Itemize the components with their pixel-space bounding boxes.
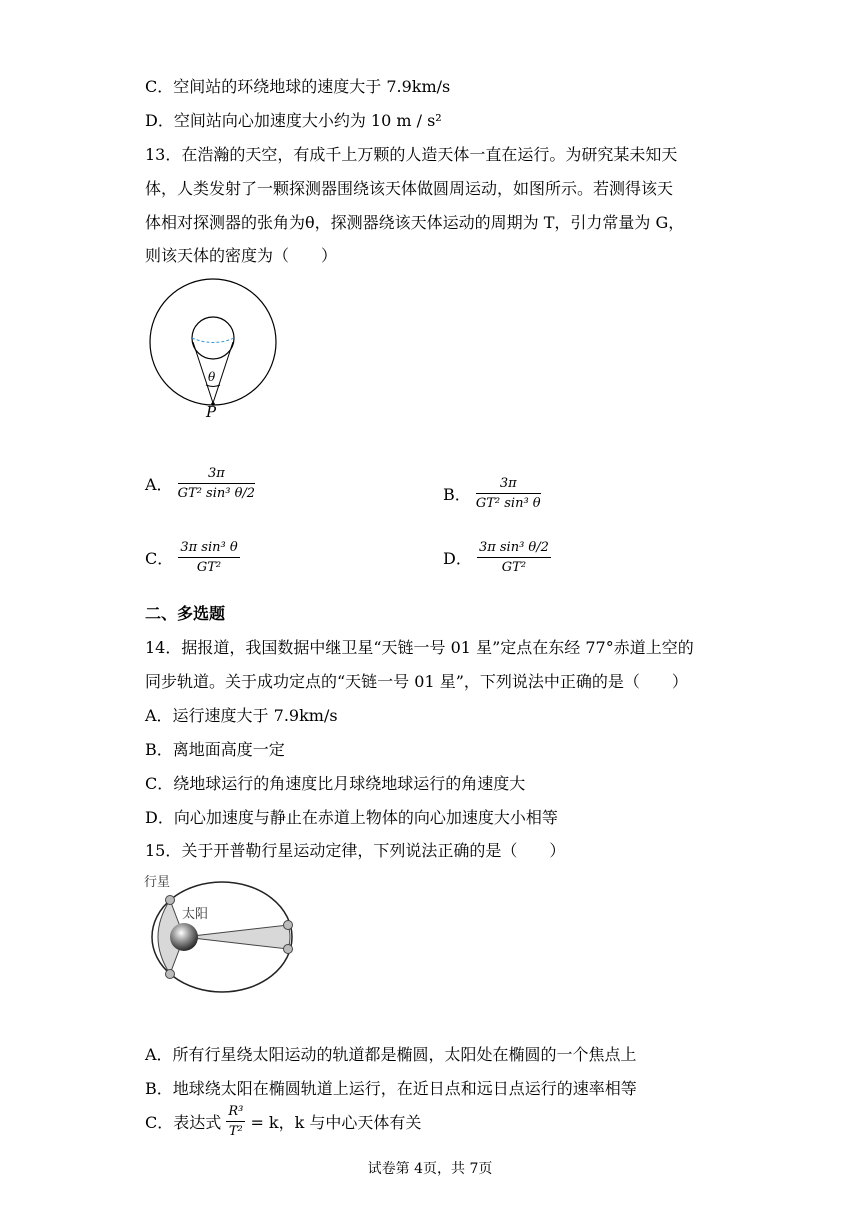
kepler-ratio-numerator: R³	[226, 1104, 245, 1122]
sun-sphere	[170, 923, 198, 951]
q14-option-b: B．离地面高度一定	[145, 740, 285, 759]
option-a-numerator: 3π	[178, 466, 255, 484]
q15-option-c	[145, 1104, 421, 1139]
option-c-fraction	[178, 540, 239, 575]
q13-option-d	[443, 540, 551, 575]
option-c-label: C．	[145, 549, 174, 568]
q13-stem-line3: 体相对探测器的张角为θ，探测器绕该天体运动的周期为 T，引力常量为 G，	[145, 213, 685, 232]
angle-arc	[206, 385, 220, 387]
q12-option-d: D．空间站向心加速度大小约为 10 m / s²	[145, 111, 442, 130]
swept-area-right	[184, 925, 290, 949]
celestial-body-circle	[192, 317, 234, 359]
q13-option-c	[145, 540, 240, 575]
option-d-fraction	[477, 540, 551, 575]
tangent-line-right	[213, 342, 233, 403]
option-d-denominator: GT²	[501, 560, 527, 575]
option-c-numerator: 3π sin³ θ	[178, 540, 239, 558]
kepler-ratio-fraction	[226, 1104, 245, 1139]
q15-stem-line1: 15．关于开普勒行星运动定律，下列说法正确的是（ ）	[145, 841, 566, 860]
q14-option-c: C．绕地球运行的角速度比月球绕地球运行的角速度大	[145, 774, 526, 793]
option-d-numerator: 3π sin³ θ/2	[477, 540, 551, 558]
sun-label: 太阳	[182, 907, 209, 922]
option-b-fraction	[476, 476, 541, 511]
q13-orbit-figure	[140, 275, 290, 425]
option-b-label: B．	[443, 485, 471, 504]
q14-option-d: D．向心加速度与静止在赤道上物体的向心加速度大小相等	[145, 808, 558, 827]
planet-dot-1	[166, 896, 175, 905]
option-c-prefix: C．表达式	[145, 1113, 222, 1132]
planet-dot-4	[284, 945, 293, 954]
planet-dot-3	[284, 921, 293, 930]
option-b-numerator: 3π	[476, 476, 541, 494]
theta-label: θ	[208, 370, 216, 384]
option-c-suffix: = k，k 与中心天体有关	[250, 1113, 422, 1132]
q14-stem-line1: 14．据报道，我国数据中继卫星“天链一号 01 星”定点在东经 77°赤道上空的	[145, 638, 694, 657]
option-d-label: D．	[443, 549, 472, 568]
option-b-denominator: GT² sin³ θ	[475, 496, 541, 511]
q13-option-a	[145, 466, 255, 501]
q15-option-a: A．所有行星绕太阳运动的轨道都是椭圆，太阳处在椭圆的一个焦点上	[145, 1045, 637, 1064]
body-equator-arc	[192, 338, 234, 343]
q13-stem-line2: 体，人类发射了一颗探测器围绕该天体做圆周运动，如图所示。若测得该天	[145, 179, 674, 198]
kepler-ratio-denominator: T²	[228, 1124, 243, 1139]
option-a-label: A．	[145, 475, 173, 494]
q13-stem-line4: 则该天体的密度为（ ）	[145, 246, 338, 265]
q12-option-c: C．空间站的环绕地球的速度大于 7.9km/s	[145, 77, 451, 96]
probe-label-p: P	[206, 403, 217, 421]
q14-stem-line2: 同步轨道。关于成功定点的“天链一号 01 星”，下列说法中正确的是（ ）	[145, 672, 688, 691]
page-footer: 试卷第 4页，共 7页	[367, 1161, 493, 1177]
option-a-denominator: GT² sin³ θ/2	[177, 486, 256, 501]
option-c-denominator: GT²	[196, 560, 222, 575]
q13-stem-line1: 13．在浩瀚的天空，有成千上万颗的人造天体一直在运行。为研究某未知天	[145, 145, 678, 164]
q15-kepler-figure	[140, 870, 310, 995]
q15-option-b: B．地球绕太阳在椭圆轨道上运行，在近日点和远日点运行的速率相等	[145, 1079, 637, 1098]
section-heading-multi-choice: 二、多选题	[145, 604, 226, 623]
q13-option-b	[443, 476, 541, 511]
planet-label: 行星	[144, 875, 171, 890]
option-a-fraction	[178, 466, 255, 501]
q14-option-a: A．运行速度大于 7.9km/s	[145, 706, 338, 725]
planet-dot-2	[166, 970, 175, 979]
